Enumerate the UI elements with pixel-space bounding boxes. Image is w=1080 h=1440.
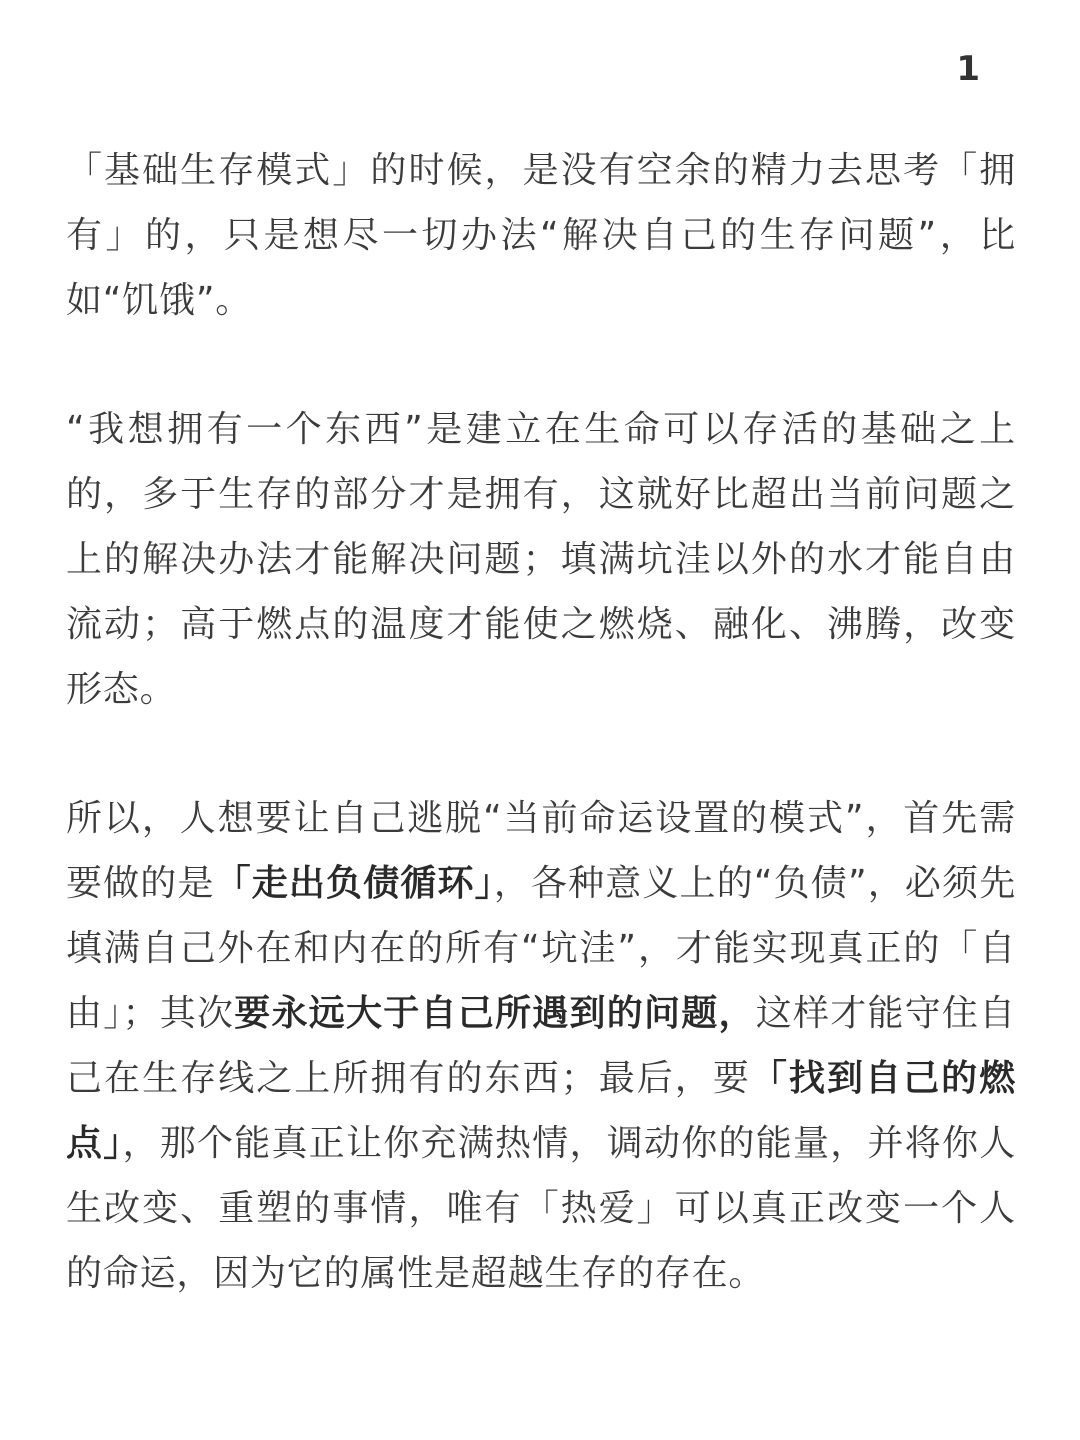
emphasis-bigger-than-problems: 要永远大于自己所遇到的问题， bbox=[234, 993, 756, 1034]
page-number: 1 bbox=[956, 49, 980, 89]
paragraph-survival-mode: 「基础生存模式」的时候，是没有空余的精力去思考「拥有」的，只是想尽一切办法“解决自己的生存问题”，比如“饥饿”。 bbox=[66, 150, 1016, 321]
emphasis-debt-cycle: 「走出负债循环」 bbox=[214, 863, 494, 904]
article-body bbox=[66, 138, 1016, 1370]
paragraph-escape-fate bbox=[66, 786, 1016, 1306]
paragraph-having: “我想拥有一个东西”是建立在生命可以存活的基础之上的，多于生存的部分才是拥有，这就好比超出当前问题之上的解决办法才能解决问题；填满坑洼以外的水才能自由流动；高于燃点的温度才能使之燃烧、融化、沸腾，改变形态。 bbox=[66, 409, 1016, 710]
emphasis-ignition-point: 「找到自己的燃点」 bbox=[66, 1058, 1016, 1164]
paragraph-text-segment: ，各种意义上的“负债”，必须先填满自己外在和内在的所有“坑洼”，才能实现真正的「自由」；其次 bbox=[66, 863, 1017, 1034]
paragraph-text-segment: 所以，人想要让自己逃脱“当前命运设置的模式”，首先需要做的是 bbox=[66, 798, 1016, 904]
paragraph-text-segment: ，那个能真正让你充满热情，调动你的能量，并将你人生改变、重塑的事情，唯有「热爱」可以真正改变一个人的命运，因为它的属性是超越生存的存在。 bbox=[66, 1123, 1016, 1294]
paragraph-text-segment: 这样才能守住自己在生存线之上所拥有的东西；最后，要 bbox=[66, 993, 1016, 1099]
